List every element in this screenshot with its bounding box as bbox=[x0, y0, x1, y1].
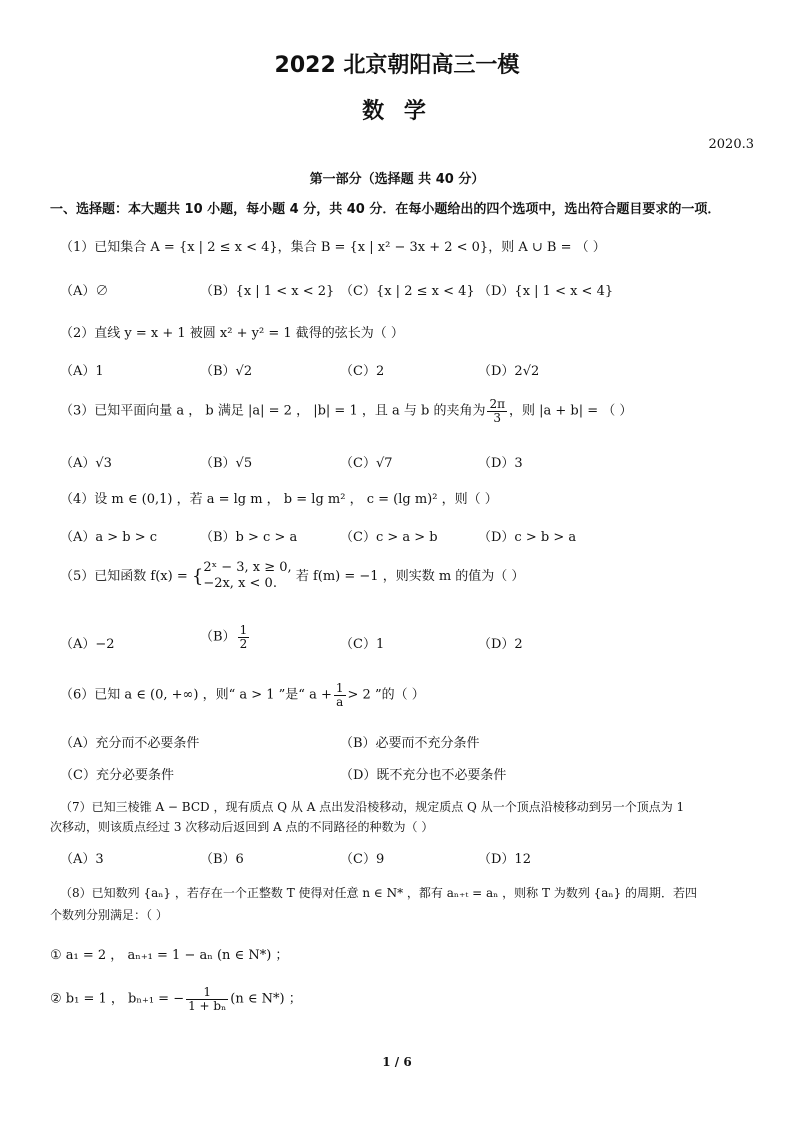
q1-option-a: （A）∅ bbox=[60, 284, 109, 299]
q6-prefix: （6）已知 a ∈ (0, +∞) ，则“ a > 1 ”是“ a + bbox=[60, 687, 332, 703]
question-1-stem bbox=[60, 236, 606, 255]
q1-prefix: （1）已知集合 bbox=[60, 240, 151, 255]
question-7-line-2: 次移动，则该质点经过 3 次移动后返回到 A 点的不同路径的种数为（ ） bbox=[50, 820, 434, 834]
q1-tail: ，则 A ∪ B = （ ） bbox=[488, 240, 606, 255]
q5-option-d: （D）2 bbox=[478, 637, 523, 652]
q5-optb-den: 2 bbox=[239, 636, 248, 651]
q7-option-b: （B）6 bbox=[200, 852, 244, 867]
q4-option-a: （A）a > b > c bbox=[60, 530, 158, 545]
question-2-stem: （2）直线 y = x + 1 被圆 x² + y² = 1 截得的弦长为（ ） bbox=[60, 326, 404, 341]
q3-option-b: （B）√5 bbox=[200, 456, 253, 471]
question-4-stem: （4）设 m ∈ (0,1) ，若 a = lg m ， b = lg m² ， c = (lg m)² ，则（ ） bbox=[60, 492, 498, 507]
q7-option-c: （C）9 bbox=[340, 852, 385, 867]
q3-option-a: （A）√3 bbox=[60, 456, 112, 471]
q6-fraction bbox=[334, 682, 346, 708]
q5-option-c: （C）1 bbox=[340, 637, 385, 652]
q2-option-c: （C）2 bbox=[340, 364, 385, 379]
question-8-line-2: 个数列分别满足：（ ） bbox=[50, 908, 168, 922]
q7-option-a: （A）3 bbox=[60, 852, 104, 867]
q4-option-d: （D）c > b > a bbox=[478, 530, 577, 545]
q8-item2-fraction bbox=[186, 986, 228, 1012]
q1-set-b: B = {x | x² − 3x + 2 < 0} bbox=[320, 240, 489, 255]
q8-item2-num: 1 bbox=[186, 986, 228, 1000]
q2-option-a: （A）1 bbox=[60, 364, 104, 379]
q3-frac-den: 3 bbox=[493, 410, 502, 425]
q8-item2-prefix: ② b₁ = 1 ， bₙ₊₁ = − bbox=[50, 991, 185, 1007]
q3-option-d: （D）3 bbox=[478, 456, 523, 471]
part-heading: 第一部分（选择题 共 40 分） bbox=[309, 172, 485, 187]
q7-option-d: （D）12 bbox=[478, 852, 531, 867]
q1-option-b: （B）{x | 1 < x < 2} bbox=[200, 284, 335, 299]
q6-option-c: （C）充分必要条件 bbox=[60, 768, 174, 783]
q6-frac-num: 1 bbox=[335, 681, 344, 695]
q8-item-1: ① a₁ = 2 ， aₙ₊₁ = 1 − aₙ (n ∈ N*) ； bbox=[50, 948, 289, 963]
q5-tail: 若 f(m) = −1 ，则实数 m 的值为（ ） bbox=[291, 568, 525, 584]
section-instructions: 一、选择题：本大题共 10 小题，每小题 4 分，共 40 分．在每小题给出的四个选项中，选出符合题目要求的一项． bbox=[50, 202, 721, 217]
question-5-stem bbox=[60, 560, 524, 593]
subject-title: 数 学 bbox=[362, 99, 432, 124]
q4-option-c: （C）c > a > b bbox=[340, 530, 438, 545]
question-3-stem bbox=[60, 398, 632, 424]
question-6-stem bbox=[60, 682, 425, 708]
q8-item2-tail: (n ∈ N*) ； bbox=[230, 991, 302, 1007]
q5-brace: { bbox=[191, 565, 204, 587]
q3-prefix: （3）已知平面向量 a ， b 满足 |a| = 2 ， |b| = 1 ，且 a 与 b 的夹角为 bbox=[60, 403, 486, 419]
q1-set-a: A = {x | 2 ≤ x < 4} bbox=[150, 240, 278, 255]
q5-optb-num: 1 bbox=[239, 623, 248, 637]
question-8-line-1: （8）已知数列 {aₙ} ，若存在一个正整数 T 使得对任意 n ∈ N* ，都有 aₙ₊ₜ = aₙ ，则称 T 为数列 {aₙ} 的周期．若四 bbox=[60, 886, 698, 900]
q5-option-b bbox=[200, 624, 251, 650]
q4-option-b: （B）b > c > a bbox=[200, 530, 298, 545]
q8-item2-den: 1 + bₙ bbox=[188, 998, 227, 1013]
q5-piecewise bbox=[203, 560, 291, 593]
q5-prefix: （5）已知函数 f(x) = bbox=[60, 568, 192, 584]
q6-option-a: （A）充分而不必要条件 bbox=[60, 736, 200, 751]
q5-option-a: （A）−2 bbox=[60, 637, 115, 652]
q3-option-c: （C）√7 bbox=[340, 456, 393, 471]
q1-mid: ，集合 bbox=[277, 240, 321, 255]
q6-option-b: （B）必要而不充分条件 bbox=[340, 736, 480, 751]
q3-tail: ，则 |a + b| = （ ） bbox=[508, 403, 633, 419]
exam-date: 2020.3 bbox=[708, 137, 754, 152]
q6-option-d: （D）既不充分也不必要条件 bbox=[340, 768, 507, 783]
question-7-line-1: （7）已知三棱锥 A − BCD ，现有质点 Q 从 A 点出发沿棱移动，规定质点 Q 从一个顶点沿棱移动到另一个顶点为 1 bbox=[60, 800, 685, 814]
q2-option-b: （B）√2 bbox=[200, 364, 253, 379]
q1-option-d: （D）{x | 1 < x < 4} bbox=[478, 284, 614, 299]
q3-angle-fraction bbox=[487, 398, 507, 424]
q3-frac-num: 2π bbox=[489, 397, 505, 411]
q2-option-d: （D）2√2 bbox=[478, 364, 540, 379]
q5-piece-1: 2ˣ − 3, x ≥ 0, bbox=[203, 560, 292, 575]
q6-frac-den: a bbox=[336, 694, 344, 709]
q6-tail: > 2 ”的（ ） bbox=[347, 687, 425, 703]
exam-title: 2022 北京朝阳高三一模 bbox=[274, 53, 520, 78]
page-number: 1 / 6 bbox=[382, 1055, 412, 1069]
q1-option-c: （C）{x | 2 ≤ x < 4} bbox=[340, 284, 475, 299]
q5-piece-2: −2x, x < 0. bbox=[203, 576, 277, 592]
q5-option-b-label: （B） bbox=[200, 629, 236, 645]
q5-option-b-fraction bbox=[238, 624, 250, 650]
q8-item-2 bbox=[50, 986, 302, 1012]
